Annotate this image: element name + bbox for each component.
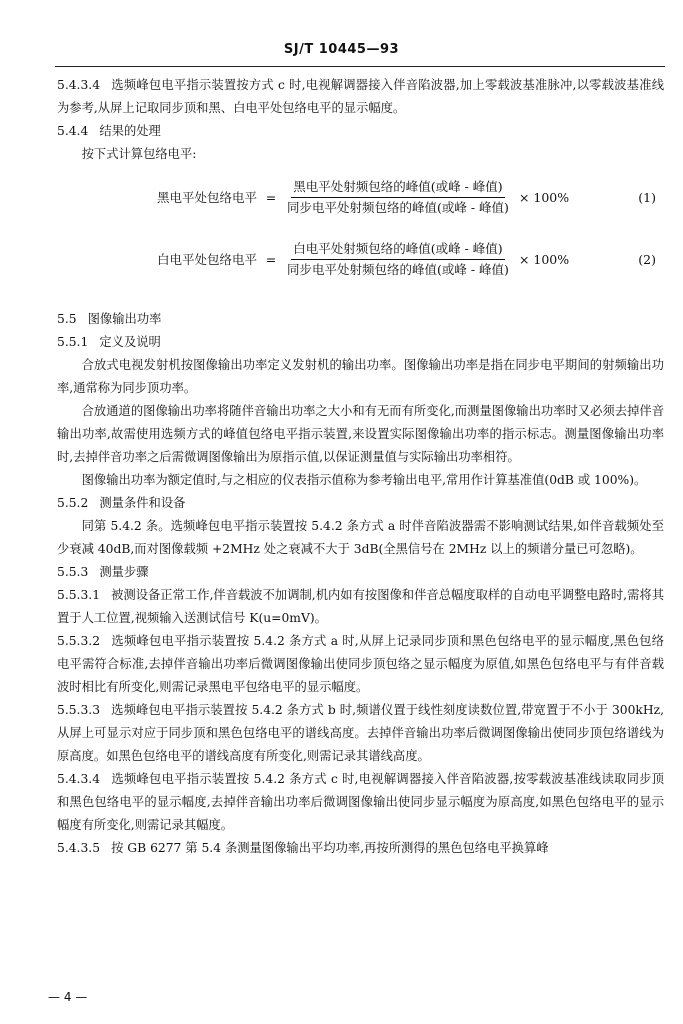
paragraph	[57, 584, 664, 630]
section-number: 5.4.4	[57, 124, 89, 138]
paragraph-text: 被测设备正常工作,伴音载波不加调制,机内如有按图像和伴音总幅度取样的自动电平调整电路时,需将其置于人工位置,视频输入送测试信号 K(u=0mV)。	[57, 588, 664, 625]
formula-fraction	[285, 239, 511, 280]
formula-multiplier: × 100%	[518, 251, 570, 267]
section-title: 定义及说明	[99, 335, 161, 349]
formula	[57, 228, 664, 290]
paragraph	[57, 469, 664, 492]
formula-denominator: 同步电平处射频包络的峰值(或峰 - 峰值)	[287, 261, 509, 277]
formula-equals: =	[265, 251, 277, 267]
header-rule	[55, 66, 665, 67]
section-heading	[57, 308, 664, 331]
paragraph-text: 按下式计算包络电平:	[81, 147, 197, 161]
section-number: 5.5	[57, 312, 77, 326]
clause-number: 5.4.3.4	[57, 78, 101, 92]
section-heading	[57, 492, 664, 515]
paragraph	[57, 400, 664, 469]
paragraph	[57, 630, 664, 699]
paragraph-text: 选频峰包电平指示装置按 5.4.2 条方式 b 时,频谱仪置于线性刻度读数位置,带宽置于不小于 300kHz,从屏上可显示对应于同步顶和黑色包络电平的谱线高度。去掉伴音输出功率后微调图像输出使同步顶包络谱线为原高度。如黑色包络电平的谱线高度有所变化,则需记录其谱线高度。	[57, 703, 664, 763]
formula-numerator: 黑电平处射频包络的峰值(或峰 - 峰值)	[291, 177, 504, 198]
paragraph-text: 选频峰包电平指示装置按方式 c 时,电视解调器接入伴音陷波器,加上零载波基准脉冲,以零载波基准线为参考,从屏上记取同步顶和黑、白电平处包络电平的显示幅度。	[57, 78, 664, 115]
section-title: 图像输出功率	[87, 312, 162, 326]
spacer	[57, 290, 664, 308]
section-title: 测量步骤	[99, 565, 149, 579]
formula-lhs: 白电平处包络电平	[156, 251, 257, 267]
section-title: 测量条件和设备	[99, 496, 186, 510]
formula	[57, 166, 664, 228]
formula-multiplier: × 100%	[518, 189, 570, 205]
clause-number: 5.4.3.5	[57, 841, 101, 855]
formula-lhs: 黑电平处包络电平	[156, 189, 257, 205]
paragraph-text: 合放通道的图像输出功率将随伴音输出功率之大小和有无而有所变化,而测量图像输出功率时又必须去掉伴音输出功率,故需使用选频方式的峰值包络电平指示装置,来设置实际图像输出功率的指示标志。测量图像输出功率时,去掉伴音功率之后需微调图像输出为原指示值,以保证测量值与实际输出功率相符。	[57, 404, 664, 464]
paragraph	[57, 354, 664, 400]
paragraph-text: 合放式电视发射机按图像输出功率定义发射机的输出功率。图像输出功率是指在同步电平期间的射频输出功率,通常称为同步顶功率。	[57, 358, 664, 395]
formula-fraction	[285, 177, 511, 218]
paragraph-text: 图像输出功率为额定值时,与之相应的仪表指示值称为参考输出电平,常用作计算基准值(0dB 或 100%)。	[81, 473, 647, 487]
paragraph-text: 同第 5.4.2 条。选频峰包电平指示装置按 5.4.2 条方式 a 时伴音陷波器需不影响测试结果,如伴音载频处至少衰减 40dB,而对图像载频 +2MHz 处之衰减不大于 3dB(全黑信号在 2MHz 以上的频谱分量已可忽略)。	[57, 519, 664, 556]
section-heading	[57, 561, 664, 584]
formula-numerator: 白电平处射频包络的峰值(或峰 - 峰值)	[291, 239, 504, 260]
section-number: 5.5.2	[57, 496, 89, 510]
page-number: — 4 —	[48, 990, 88, 1004]
clause-number: 5.5.3.2	[57, 634, 101, 648]
formula-equals: =	[265, 189, 277, 205]
paragraph	[57, 515, 664, 561]
section-number: 5.5.3	[57, 565, 89, 579]
clause-number: 5.4.3.4	[57, 772, 101, 786]
formula-denominator: 同步电平处射频包络的峰值(或峰 - 峰值)	[287, 199, 509, 215]
paragraph	[57, 74, 664, 120]
clause-number: 5.5.3.1	[57, 588, 101, 602]
paragraph	[57, 768, 664, 837]
page-header: SJ/T 10445—93	[283, 42, 400, 57]
paragraph-text: 按 GB 6277 第 5.4 条测量图像输出平均功率,再按所测得的黑色包络电平换算峰	[111, 841, 549, 855]
section-title: 结果的处理	[99, 124, 161, 138]
paragraph-text: 选频峰包电平指示装置按 5.4.2 条方式 c 时,电视解调器接入伴音陷波器,按零载波基准线读取同步顶和黑色包络电平的显示幅度,去掉伴音输出功率后微调图像输出使同步显示幅度为原高度,如黑色包络电平的显示幅度有所变化,则需记录其幅度。	[57, 772, 664, 832]
paragraph-text: 选频峰包电平指示装置按 5.4.2 条方式 a 时,从屏上记录同步顶和黑色包络电平的显示幅度,黑色包络电平需符合标准,去掉伴音输出功率后微调图像输出使同步顶包络之显示幅度为原值,如黑色包络电平与有伴音载波时相比有所变化,则需记录黑电平包络电平的显示幅度。	[57, 634, 664, 694]
section-heading	[57, 331, 664, 354]
paragraph	[57, 143, 664, 166]
formula-number: (1)	[638, 189, 656, 205]
document-body	[57, 74, 664, 860]
formula-number: (2)	[638, 251, 656, 267]
paragraph	[57, 699, 664, 768]
paragraph	[57, 837, 664, 860]
section-number: 5.5.1	[57, 335, 89, 349]
clause-number: 5.5.3.3	[57, 703, 101, 717]
section-heading	[57, 120, 664, 143]
